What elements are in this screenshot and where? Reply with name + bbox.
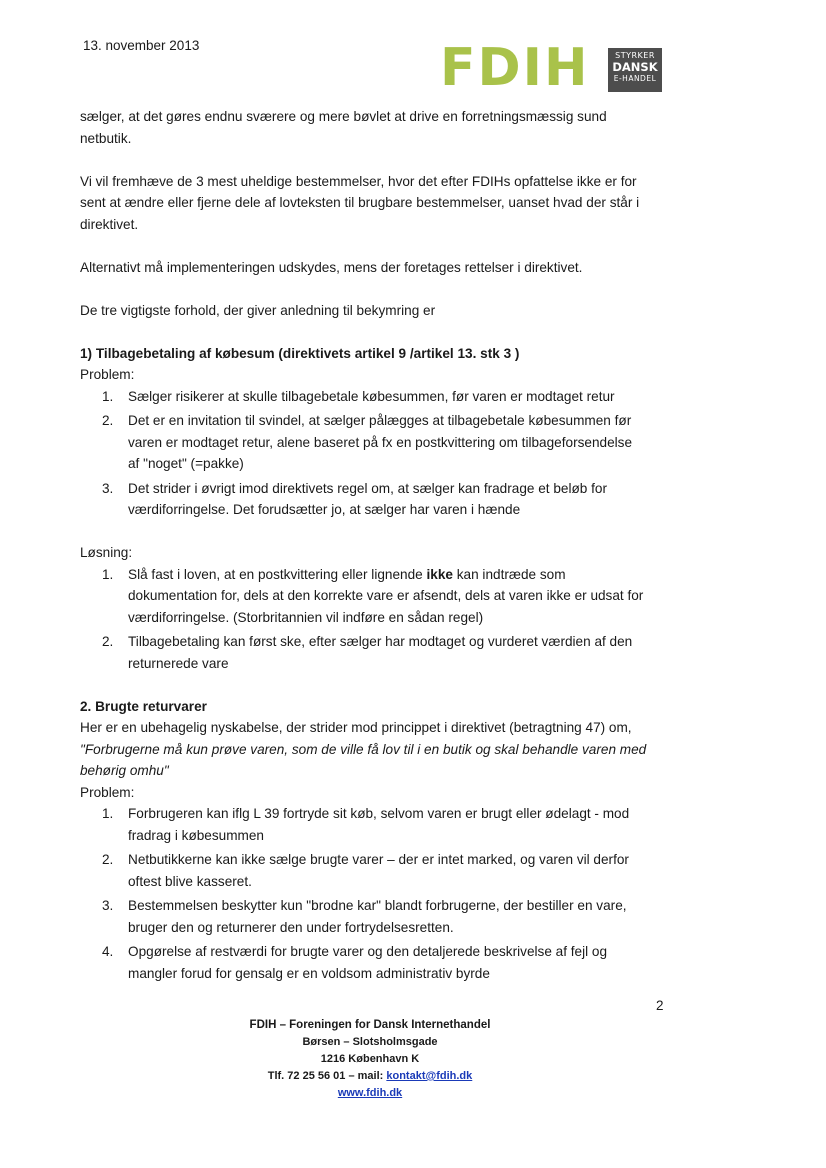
solution-2-line1: Tilbagebetaling kan først ske, efter sælger har modtaget og vurderet værdien af den — [128, 634, 633, 649]
list-number: 2. — [102, 852, 114, 867]
list-item-line: oftest blive kasseret. — [128, 873, 252, 889]
list-item-line: varen er modtaget retur, alene baseret på fx en postkvittering om tilbageforsendelse — [128, 434, 633, 450]
solution-1-text-post: kan indtræde som — [452, 566, 566, 582]
footer-org: FDIH – Foreningen for Dansk Internethandel — [249, 1019, 491, 1031]
list-number: 1. — [102, 388, 114, 404]
list-item-line: Sælger risikerer at skulle tilbagebetale købesummen, før varen er modtaget retur — [128, 388, 615, 404]
paragraph-2 — [80, 171, 680, 236]
solution-1-text-bold: ikke — [426, 566, 453, 582]
solution-2-line2: returnerede vare — [128, 655, 229, 671]
logo-letters: FDIH — [440, 38, 590, 98]
p1-line2: netbutik. — [80, 130, 132, 146]
list-item-line: mangler forud for gensalg er en voldsom administrativ byrde — [128, 965, 490, 981]
list-item-line: Netbutikkerne kan ikke sælge brugte varer – der er intet marked, og varen vil derfor — [128, 852, 629, 867]
footer-email-link[interactable]: kontakt@fdih.dk — [386, 1070, 473, 1082]
list-item — [80, 849, 680, 892]
section-2-quote — [80, 739, 680, 782]
list-item-line: værdiforringelse. Det forudsætter jo, at sælger har varen i hænde — [128, 502, 521, 517]
solution-1-line3: værdiforringelse. (Storbritannien vil indføre en sådan regel) — [128, 609, 484, 625]
logo-tag-line2: DANSK — [612, 60, 658, 74]
section-1-heading: 1) Tilbagebetaling af købesum (direktivets artikel 9 /artikel 13. stk 3 ) — [80, 345, 520, 361]
quote-line1: "Forbrugerne må kun prøve varen, som de ville få lov til i en butik og skal behandle varen med — [80, 741, 647, 757]
list-item-line: Opgørelse af restværdi for brugte varer og den detaljerede beskrivelse af fejl og — [128, 944, 608, 959]
list-number: 3. — [102, 898, 114, 913]
list-item-line: Det er en invitation til svindel, at sælger pålægges at tilbagebetale købesummen før — [128, 413, 632, 428]
footer-street: Børsen – Slotsholmsgade — [302, 1036, 438, 1048]
logo-tag-line3: E-HANDEL — [613, 74, 657, 83]
solution-1-line2: dokumentation for, dels at den korrekte vare er afsendt, dels at varen ikke er udsat for — [128, 588, 644, 603]
list-number: 4. — [102, 944, 114, 959]
document-body — [80, 106, 680, 984]
document-date: 13. november 2013 — [83, 38, 200, 53]
list-item-line: Bestemmelsen beskytter kun "brodne kar" blandt forbrugerne, der bestiller en vare, — [128, 898, 627, 913]
footer-phone: Tlf. 72 25 56 01 – mail: — [267, 1070, 387, 1082]
list-item-line: fradrag i købesummen — [128, 827, 264, 843]
paragraph-1 — [80, 106, 680, 149]
section-1-problem-list — [80, 386, 680, 521]
solution-1-text-pre: Slå fast i loven, at en postkvittering eller lignende — [128, 566, 427, 582]
p1-line1: sælger, at det gøres endnu sværere og mere bøvlet at drive en forretningsmæssig sund — [80, 109, 607, 124]
section-2-problem-label: Problem: — [80, 784, 135, 800]
list-number: 3. — [102, 480, 114, 496]
footer-city: 1216 København K — [320, 1053, 420, 1065]
list-item-line: Det strider i øvrigt imod direktivets regel om, at sælger kan fradrage et beløb for — [128, 480, 607, 496]
list-number: 2. — [102, 413, 114, 428]
paragraph-3: Alternativt må implementeringen udskydes, mens der foretages rettelser i direktivet. — [80, 259, 583, 275]
footer-contact — [200, 1068, 540, 1085]
section-2-problem-list — [80, 803, 680, 984]
section-1-problem-label: Problem: — [80, 367, 135, 382]
list-item — [80, 386, 680, 408]
list-item — [80, 410, 680, 475]
p2-line2: sent at ændre eller fjerne dele af lovteksten til brugbare bestemmelser, uanset hvad der står i — [80, 195, 640, 210]
paragraph-4: De tre vigtigste forhold, der giver anledning til bekymring er — [80, 302, 436, 318]
fdih-logo — [440, 38, 662, 98]
footer-web-link[interactable]: www.fdih.dk — [337, 1087, 403, 1099]
list-item — [80, 803, 680, 846]
quote-line2: behørig omhu" — [80, 763, 169, 778]
section-2-intro: Her er en ubehagelig nyskabelse, der strider mod princippet i direktivet (betragtning 47) om, — [80, 720, 632, 735]
page-number: 2 — [656, 998, 664, 1013]
list-item-line: af "noget" (=pakke) — [128, 456, 244, 471]
list-number: 1. — [102, 806, 114, 821]
list-item: 1. Slå fast i loven, at en postkvittering eller lignende ikke kan indtræde som dokumentation for, dels at den korrekte vare er afsendt, dels at varen ikke er udsat for værdiforringelse. (Storbritannien vil indføre en sådan regel) — [102, 566, 644, 625]
list-item-line: Forbrugeren kan iflg L 39 fortryde sit køb, selvom varen er brugt eller ødelagt - mod — [128, 806, 630, 821]
letterhead-footer — [200, 1017, 540, 1102]
list-item — [80, 478, 680, 521]
p2-line3: direktivet. — [80, 216, 139, 232]
section-1-solution-label: Løsning: — [80, 545, 133, 560]
logo-tag-line1: STYRKER — [615, 51, 655, 60]
p2-line1: Vi vil fremhæve de 3 mest uheldige bestemmelser, hvor det efter FDIHs opfattelse ikke er for — [80, 173, 637, 189]
list-item — [80, 895, 680, 938]
list-item-line: bruger den og returnerer den under fortrydelsesretten. — [128, 919, 454, 935]
section-2-heading: 2. Brugte returvarer — [80, 698, 207, 714]
section-1-solution-list — [80, 564, 680, 675]
list-item: 2. Tilbagebetaling kan først ske, efter sælger har modtaget og vurderet værdien af den returnerede vare — [102, 634, 633, 671]
list-item — [80, 941, 680, 984]
logo-tagline-box — [608, 48, 662, 92]
